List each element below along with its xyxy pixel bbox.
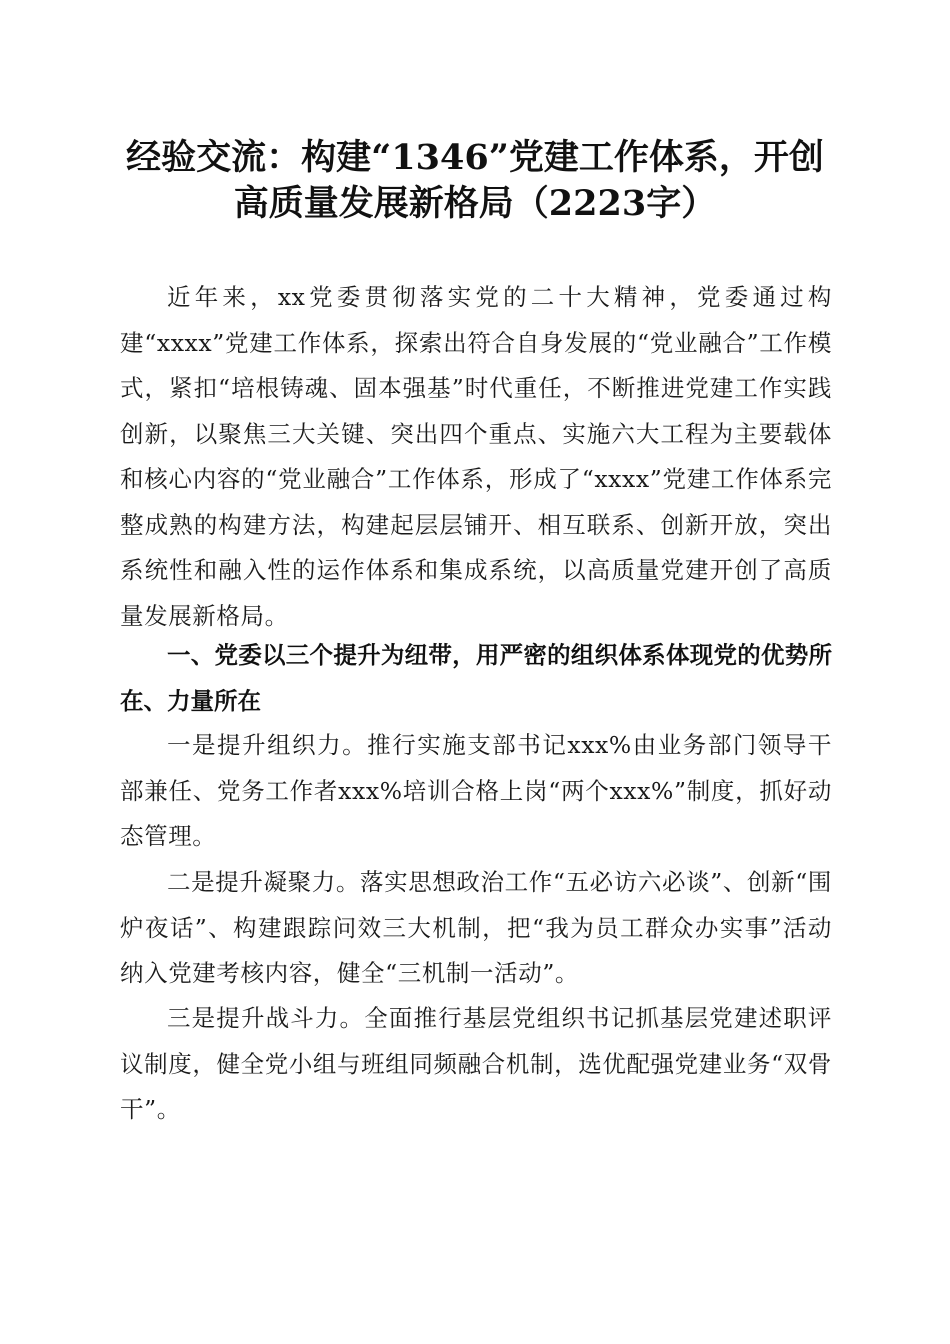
paragraph-cohesion: 二是提升凝聚力。落实思想政治工作“五必访六必谈”、创新“围炉夜话”、构建跟踪问效三大机制，把“我为员工群众办实事”活动纳入党建考核内容，健全“三机制一活动”。 — [120, 868, 832, 987]
document-title-line-1: 经验交流：构建“1346”党建工作体系，开创 — [126, 137, 824, 178]
section-1-heading: 一、党委以三个提升为纽带，用严密的组织体系体现党的优势所在、力量所在 — [120, 641, 832, 715]
paragraph-organization: 一是提升组织力。推行实施支部书记xxx%由业务部门领导干部兼任、党务工作者xxx%培训合格上岗“两个xxx%”制度，抓好动态管理。 — [120, 731, 832, 850]
intro-paragraph: 近年来，xx党委贯彻落实党的二十大精神，党委通过构建“xxxx”党建工作体系，探索出符合自身发展的“党业融合”工作模式，紧扣“培根铸魂、固本强基”时代重任，不断推进党建工作实践创新，以聚焦三大关键、突出四个重点、实施六大工程为主要载体和核心内容的“党业融合”工作体系，形成了“xxxx”党建工作体系完整成熟的构建方法，构建起层层铺开、相互联系、创新开放，突出系统性和融入性的运作体系和集成系统，以高质量党建开创了高质量发展新格局。 — [120, 283, 832, 630]
document-title-line-2: 高质量发展新格局（2223字） — [233, 183, 717, 224]
paragraph-combat: 三是提升战斗力。全面推行基层党组织书记抓基层党建述职评议制度，健全党小组与班组同频融合机制，选优配强党建业务“双骨干”。 — [120, 1004, 832, 1123]
